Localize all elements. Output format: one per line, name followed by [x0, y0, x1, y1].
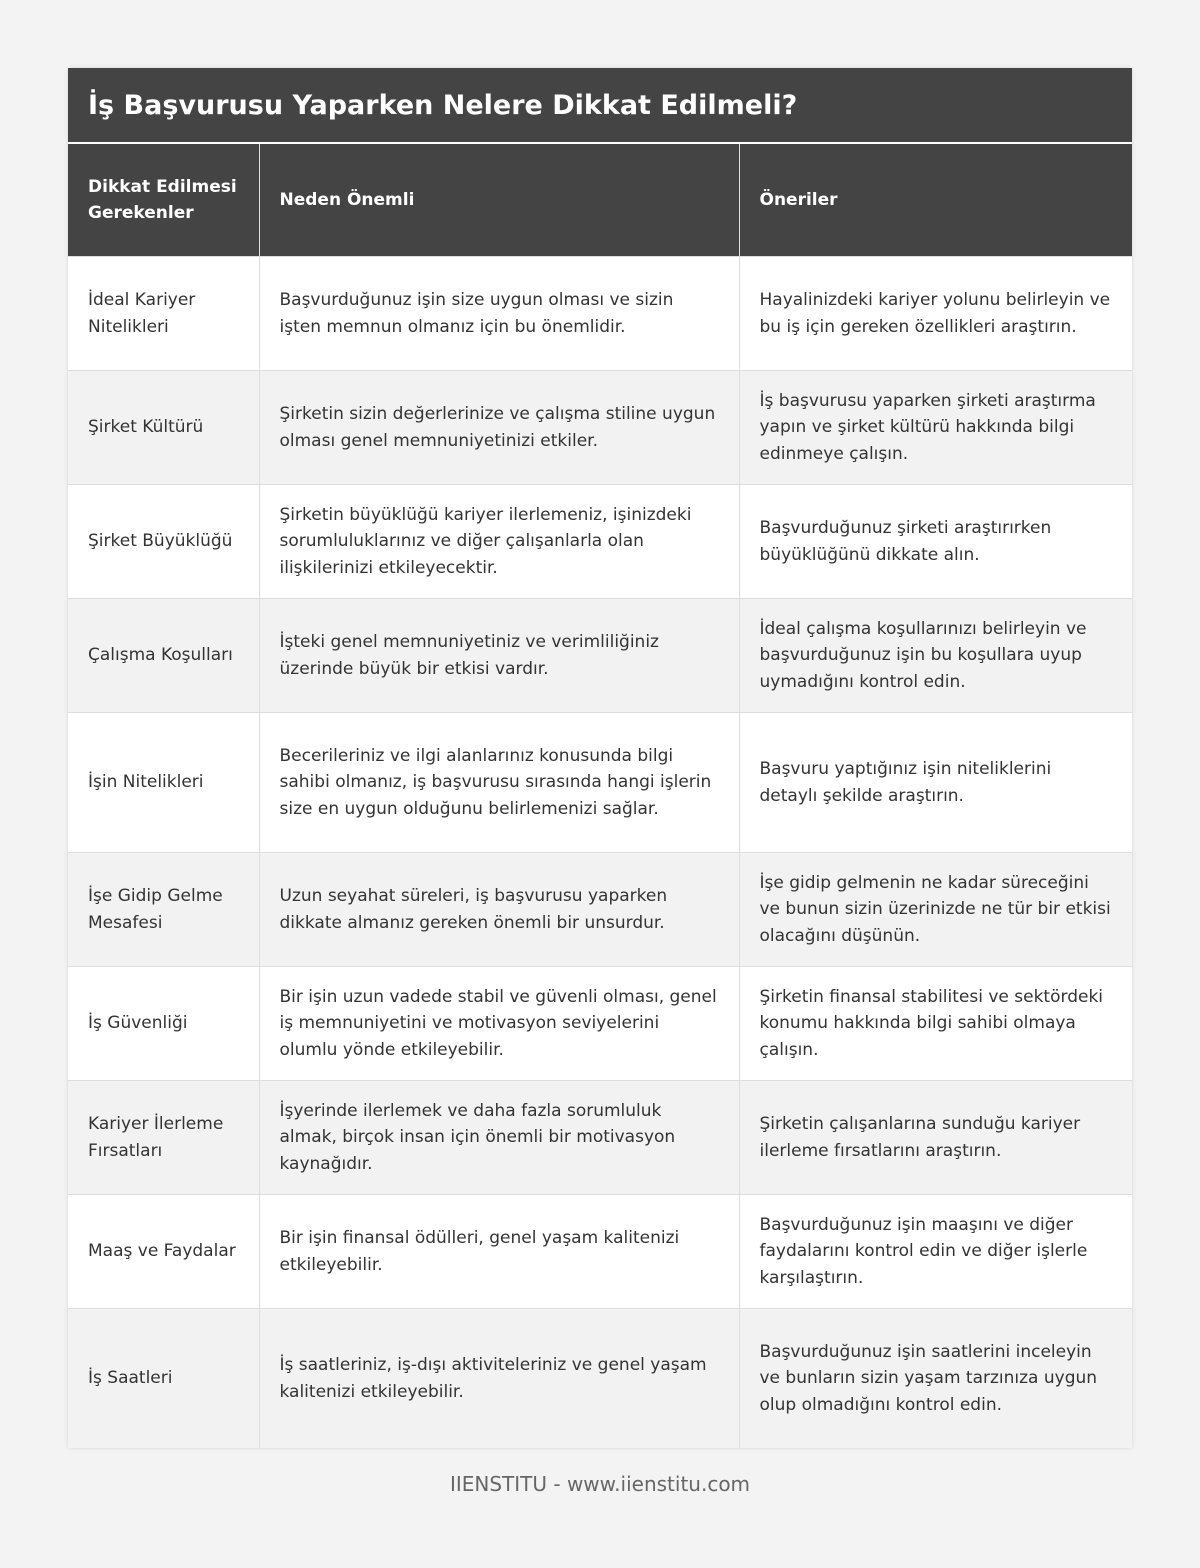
table-cell: Becerileriniz ve ilgi alanlarınız konusunda bilgi sahibi olmanız, iş başvurusu sırasında hangi işlerin size en uygun olduğunu belirlemenizi sağlar.: [259, 713, 739, 853]
table-row: [68, 257, 1132, 371]
header-row: [68, 144, 1132, 257]
table-row: [68, 1309, 1132, 1449]
table-header: [68, 144, 1132, 257]
table-cell: Başvurduğunuz işin maaşını ve diğer faydalarını kontrol edin ve diğer işlerle karşılaştırın.: [739, 1195, 1132, 1309]
table-cell: Çalışma Koşulları: [68, 599, 259, 713]
table-cell: Şirket Kültürü: [68, 371, 259, 485]
content-card: [68, 68, 1132, 1448]
table-cell: İşin Nitelikleri: [68, 713, 259, 853]
table-cell: Uzun seyahat süreleri, iş başvurusu yaparken dikkate almanız gereken önemli bir unsurdur.: [259, 853, 739, 967]
table-cell: Hayalinizdeki kariyer yolunu belirleyin ve bu iş için gereken özellikleri araştırın.: [739, 257, 1132, 371]
table-body: [68, 257, 1132, 1449]
table-row: [68, 599, 1132, 713]
table-cell: Bir işin finansal ödülleri, genel yaşam kalitenizi etkileyebilir.: [259, 1195, 739, 1309]
table-cell: Şirketin sizin değerlerinize ve çalışma stiline uygun olması genel memnuniyetinizi etkiler.: [259, 371, 739, 485]
table-cell: Şirketin finansal stabilitesi ve sektördeki konumu hakkında bilgi sahibi olmaya çalışın.: [739, 967, 1132, 1081]
table-cell: İş başvurusu yaparken şirketi araştırma yapın ve şirket kültürü hakkında bilgi edinmeye çalışın.: [739, 371, 1132, 485]
column-header: Dikkat Edilmesi Gerekenler: [68, 144, 259, 257]
column-header: Öneriler: [739, 144, 1132, 257]
table-row: [68, 967, 1132, 1081]
footer-credit: IIENSTITU - www.iienstitu.com: [449, 1472, 751, 1496]
table-cell: Başvurduğunuz şirketi araştırırken büyüklüğünü dikkate alın.: [739, 485, 1132, 599]
table-row: [68, 485, 1132, 599]
table-cell: Başvuru yaptığınız işin niteliklerini detaylı şekilde araştırın.: [739, 713, 1132, 853]
table-cell: İşe gidip gelmenin ne kadar süreceğini ve bunun sizin üzerinizde ne tür bir etkisi olacağını düşünün.: [739, 853, 1132, 967]
table-row: [68, 371, 1132, 485]
table-cell: Kariyer İlerleme Fırsatları: [68, 1081, 259, 1195]
table-cell: Şirketin büyüklüğü kariyer ilerlemeniz, işinizdeki sorumluluklarınız ve diğer çalışanlarla olan ilişkilerinizi etkileyecektir.: [259, 485, 739, 599]
table-row: [68, 1081, 1132, 1195]
table-cell: Şirket Büyüklüğü: [68, 485, 259, 599]
table-row: [68, 853, 1132, 967]
table-cell: Şirketin çalışanlarına sunduğu kariyer ilerleme fırsatlarını araştırın.: [739, 1081, 1132, 1195]
table-cell: İdeal çalışma koşullarınızı belirleyin ve başvurduğunuz işin bu koşullara uyup uymadığını kontrol edin.: [739, 599, 1132, 713]
page-title: İş Başvurusu Yaparken Nelere Dikkat Edilmeli?: [68, 68, 1132, 144]
table-cell: İşe Gidip Gelme Mesafesi: [68, 853, 259, 967]
table-cell: İş Güvenliği: [68, 967, 259, 1081]
table-cell: İşyerinde ilerlemek ve daha fazla sorumluluk almak, birçok insan için önemli bir motivasyon kaynağıdır.: [259, 1081, 739, 1195]
data-table: [68, 144, 1132, 1448]
table-cell: Bir işin uzun vadede stabil ve güvenli olması, genel iş memnuniyetini ve motivasyon seviyelerini olumlu yönde etkileyebilir.: [259, 967, 739, 1081]
column-header: Neden Önemli: [259, 144, 739, 257]
table-row: [68, 1195, 1132, 1309]
table-cell: Maaş ve Faydalar: [68, 1195, 259, 1309]
table-row: [68, 713, 1132, 853]
table-cell: İş saatleriniz, iş-dışı aktiviteleriniz ve genel yaşam kalitenizi etkileyebilir.: [259, 1309, 739, 1449]
table-cell: Başvurduğunuz işin saatlerini inceleyin ve bunların sizin yaşam tarzınıza uygun olup olmadığını kontrol edin.: [739, 1309, 1132, 1449]
table-cell: İş Saatleri: [68, 1309, 259, 1449]
table-cell: Başvurduğunuz işin size uygun olması ve sizin işten memnun olmanız için bu önemlidir.: [259, 257, 739, 371]
table-cell: İşteki genel memnuniyetiniz ve verimliliğiniz üzerinde büyük bir etkisi vardır.: [259, 599, 739, 713]
table-cell: İdeal Kariyer Nitelikleri: [68, 257, 259, 371]
